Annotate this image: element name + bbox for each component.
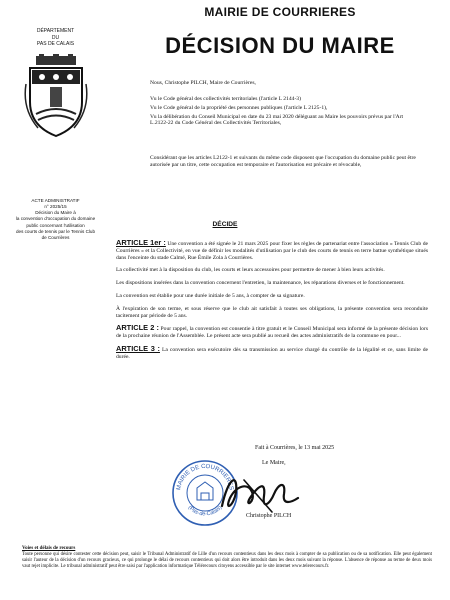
stamp-subtext: (Pas-de-Calais) bbox=[186, 504, 224, 518]
article-text: La convention sera exécutoire dès sa transmission au service chargé du contrôle de la légalité et ce, sans limite de durée. bbox=[116, 346, 428, 360]
dept-line: DU bbox=[51, 34, 60, 41]
article-paragraph bbox=[116, 343, 428, 361]
signature-icon bbox=[214, 468, 300, 516]
article-paragraph bbox=[116, 325, 428, 340]
article-label: ARTICLE 3 : bbox=[116, 343, 160, 353]
article-text: La collectivité met à la disposition du club, les courts et leurs accessoires pour permettre de mener à bien leurs activités. bbox=[116, 267, 385, 274]
nous-paragraph: Nous, Christophe PILCH, Maire de Courrières, bbox=[150, 80, 256, 86]
article-label: ARTICLE 1er : bbox=[116, 238, 166, 247]
article-text: À l'expiration de son terme, et sous réserve que le club ait satisfait à toutes ses obligations, la présente convention sera reconduite tacitement par période de 5 ans. bbox=[116, 305, 428, 319]
article-text: Pour rappel, la convention est consentie à titre gratuit et le Conseil Municipal sera informé de la présente décision lors de la prochaine réunion de l'Assemblée. Le présent acte sera publié au recueil des actes administratifs de la commune en pour... bbox=[116, 326, 428, 340]
acte-line: ACTE ADMINISTRATIF bbox=[31, 197, 80, 203]
acte-line: public concernant l'utilisation bbox=[26, 222, 85, 228]
maire-label: Le Maire, bbox=[262, 460, 286, 466]
dept-line: DÉPARTEMENT bbox=[36, 28, 75, 34]
decide-heading: DÉCIDE bbox=[212, 221, 238, 228]
voies-recours bbox=[22, 546, 432, 570]
articles-body bbox=[116, 240, 428, 367]
article-paragraph bbox=[116, 280, 428, 287]
header-title: MAIRIE DE COURRIERES bbox=[204, 5, 356, 19]
dept-line: PAS DE CALAIS bbox=[36, 41, 75, 47]
article-paragraph bbox=[116, 267, 428, 274]
vu-item: Vu la délibération du Conseil Municipal en date du 23 mai 2020 déléguant au Maire les pouvoirs prévus par l'Art L.2122-22 du Code Général des Collectivités Territoriales, bbox=[150, 113, 404, 127]
voies-recours-title: Voies et délais de recours bbox=[22, 546, 76, 551]
fait-a-line: Fait à Courrières, le 13 mai 2025 bbox=[255, 445, 335, 451]
article-text: Une convention a été signée le 21 mars 2025 pour fixer les règles de partenariat entre l'association « Tennis Club de Courrières » et la Collectivité, en vue de définir les modalités d'utilisation par le club des courts de tennis en terre battue synthétique situés dans l'enceinte du stade Calmé, Rue Émile Zola à Courrières. bbox=[116, 241, 428, 261]
coat-of-arms-icon bbox=[24, 54, 88, 138]
acte-administratif-label bbox=[8, 198, 103, 242]
vu-list bbox=[150, 96, 420, 129]
article-paragraph bbox=[116, 240, 428, 261]
considerant-paragraph: Considérant que les articles L2122-1 et suivants du même code disposent que l'occupation du domaine public peut être autorisée par un titre, cette occupation est temporaire et l'autorisation est précaire et révocable, bbox=[150, 155, 416, 168]
article-label: ARTICLE 2 : bbox=[116, 323, 159, 333]
document-title: DÉCISION DU MAIRE bbox=[165, 33, 395, 58]
acte-line: des courts de tennis par le Tennis Club bbox=[15, 228, 96, 234]
department-label bbox=[8, 28, 103, 48]
vu-item: Vu le Code général des collectivités territoriales (l'article L 2144-3) bbox=[150, 96, 301, 102]
acte-line: Décision du Maire à bbox=[35, 210, 76, 216]
voies-recours-text: Toute personne qui désire contester cette décision peut, saisir le Tribunal Administratif de Lille d'un recours contentieux dans les deux mois à compter de sa publication ou de sa notification. Elle peut également saisir l'auteur de la décision d'un recours gracieux, ce qui prolonge le délai de recours contentieux qui doit alors être introduit dans les deux mois suivant la réponse. L'absence de réponse au terme de deux mois vaut rejet implicite. Le tribunal administratif peut être saisi par l'application informatique Télérecours citoyens accessible par le site internet www.telerecours.fr. bbox=[22, 552, 432, 569]
signatory-name: Christophe PILCH bbox=[246, 513, 292, 519]
article-paragraph bbox=[116, 306, 428, 320]
left-column bbox=[8, 28, 103, 242]
article-text: La convention est établie pour une durée initiale de 5 ans, à compter de sa signature. bbox=[116, 292, 305, 299]
stamp-text: MAIRIE DE COURRIERES bbox=[176, 463, 234, 491]
acte-line: n° 2025/15 bbox=[44, 203, 67, 209]
acte-line: de Courrières bbox=[41, 235, 70, 241]
article-paragraph bbox=[116, 293, 428, 300]
vu-item: Vu le Code général de la propriété des personnes publiques (l'article L 2125-1), bbox=[150, 104, 328, 111]
acte-line: la convention d'occupation du domaine bbox=[15, 216, 96, 222]
article-text: Les dispositions insérées dans la convention concernent l'entretien, la maintenance, les réparations diverses et le fonctionnement. bbox=[116, 280, 405, 287]
